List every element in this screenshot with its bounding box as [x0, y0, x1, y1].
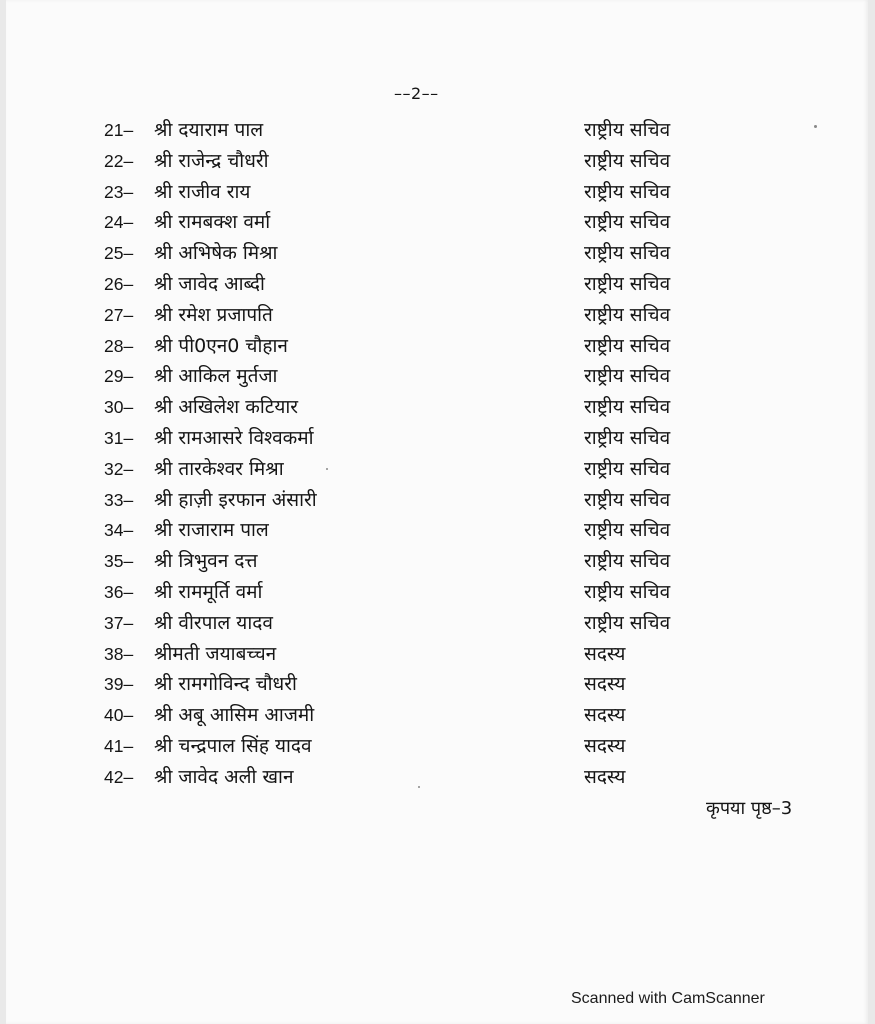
member-post: राष्ट्रीय सचिव — [584, 334, 671, 357]
member-name: श्री हाज़ी इरफान अंसारी — [154, 488, 317, 511]
member-name: श्री रामबक्श वर्मा — [154, 211, 271, 234]
page-number: ––2–– — [394, 84, 439, 103]
list-item — [104, 423, 744, 454]
list-item — [104, 146, 744, 177]
list-item — [104, 700, 744, 731]
item-number: 30– — [104, 397, 134, 418]
member-name: श्री त्रिभुवन दत्त — [154, 550, 258, 573]
member-name: श्री रामगोविन्द चौधरी — [154, 673, 297, 696]
member-post: राष्ट्रीय सचिव — [584, 272, 671, 295]
item-number: 34– — [104, 520, 134, 541]
member-name: श्री पी0एन0 चौहान — [154, 334, 288, 357]
member-post: राष्ट्रीय सचिव — [584, 611, 671, 634]
item-number: 40– — [104, 705, 134, 726]
item-number: 23– — [104, 181, 134, 202]
list-item — [104, 731, 744, 762]
list-item — [104, 300, 744, 331]
member-name: श्री राजेन्द्र चौधरी — [154, 149, 269, 172]
member-post: राष्ट्रीय सचिव — [584, 303, 671, 326]
item-number: 37– — [104, 612, 134, 633]
list-item — [104, 762, 744, 793]
list-item — [104, 454, 744, 485]
item-number: 36– — [104, 581, 134, 602]
list-item — [104, 577, 744, 608]
member-post: राष्ट्रीय सचिव — [584, 211, 671, 234]
member-post: राष्ट्रीय सचिव — [584, 396, 671, 419]
list-item — [104, 115, 744, 146]
member-post: राष्ट्रीय सचिव — [584, 180, 671, 203]
member-name: श्री जावेद आब्दी — [154, 272, 265, 295]
list-item — [104, 392, 744, 423]
member-post: सदस्य — [584, 704, 626, 727]
member-name: श्री अखिलेश कटियार — [154, 396, 299, 419]
member-post: राष्ट्रीय सचिव — [584, 119, 671, 141]
item-number: 38– — [104, 643, 134, 664]
member-name: श्री राजीव राय — [154, 180, 251, 203]
member-name: श्री चन्द्रपाल सिंह यादव — [154, 734, 312, 757]
member-post: राष्ट्रीय सचिव — [584, 149, 671, 172]
item-number: 26– — [104, 273, 134, 294]
member-post: राष्ट्रीय सचिव — [584, 580, 671, 603]
item-number: 31– — [104, 427, 134, 448]
scanner-watermark: Scanned with CamScanner — [571, 990, 765, 1007]
member-name: श्री जावेद अली खान — [154, 765, 294, 788]
item-number: 28– — [104, 335, 134, 356]
member-name: श्रीमती जयाबच्चन — [154, 642, 277, 665]
item-number: 22– — [104, 150, 134, 171]
scan-speck — [326, 468, 328, 470]
item-number: 27– — [104, 304, 134, 325]
member-name: श्री अबू आसिम आजमी — [154, 704, 315, 727]
member-name: श्री आकिल मुर्तजा — [154, 365, 278, 388]
list-item — [104, 669, 744, 700]
list-item — [104, 546, 744, 577]
member-name: श्री रमेश प्रजापति — [154, 303, 273, 326]
list-item — [104, 639, 744, 670]
list-item — [104, 177, 744, 208]
list-item — [104, 361, 744, 392]
member-post: राष्ट्रीय सचिव — [584, 426, 671, 449]
list-item — [104, 269, 744, 300]
item-number: 24– — [104, 212, 134, 233]
item-number: 39– — [104, 674, 134, 695]
scan-speck — [418, 786, 420, 788]
item-number: 21– — [104, 120, 134, 140]
member-post: सदस्य — [584, 673, 626, 696]
member-post: राष्ट्रीय सचिव — [584, 365, 671, 388]
member-post: राष्ट्रीय सचिव — [584, 519, 671, 542]
item-number: 32– — [104, 458, 134, 479]
member-name: श्री राजाराम पाल — [154, 519, 269, 542]
item-number: 29– — [104, 366, 134, 387]
member-name: श्री तारकेश्वर मिश्रा — [154, 457, 284, 480]
list-item — [104, 331, 744, 362]
item-number: 35– — [104, 551, 134, 572]
member-post: राष्ट्रीय सचिव — [584, 488, 671, 511]
list-item — [104, 515, 744, 546]
member-post: सदस्य — [584, 734, 626, 757]
list-item — [104, 608, 744, 639]
continue-note: कृपया पृष्ठ–3 — [706, 798, 793, 819]
member-post: सदस्य — [584, 642, 626, 665]
list-item — [104, 485, 744, 516]
item-number: 25– — [104, 243, 134, 264]
member-name: श्री अभिषेक मिश्रा — [154, 242, 278, 265]
item-number: 42– — [104, 766, 134, 787]
member-post: सदस्य — [584, 765, 626, 788]
list-item — [104, 238, 744, 269]
scan-speck — [814, 125, 817, 128]
member-name: श्री राममूर्ति वर्मा — [154, 580, 263, 603]
item-number: 33– — [104, 489, 134, 510]
member-name: श्री दयाराम पाल — [154, 119, 264, 141]
list-item — [104, 207, 744, 238]
item-number: 41– — [104, 735, 134, 756]
member-post: राष्ट्रीय सचिव — [584, 550, 671, 573]
member-list — [104, 115, 744, 793]
member-post: राष्ट्रीय सचिव — [584, 242, 671, 265]
document-page — [6, 0, 868, 1024]
member-name: श्री वीरपाल यादव — [154, 611, 273, 634]
member-post: राष्ट्रीय सचिव — [584, 457, 671, 480]
member-name: श्री रामआसरे विश्वकर्मा — [154, 426, 314, 449]
